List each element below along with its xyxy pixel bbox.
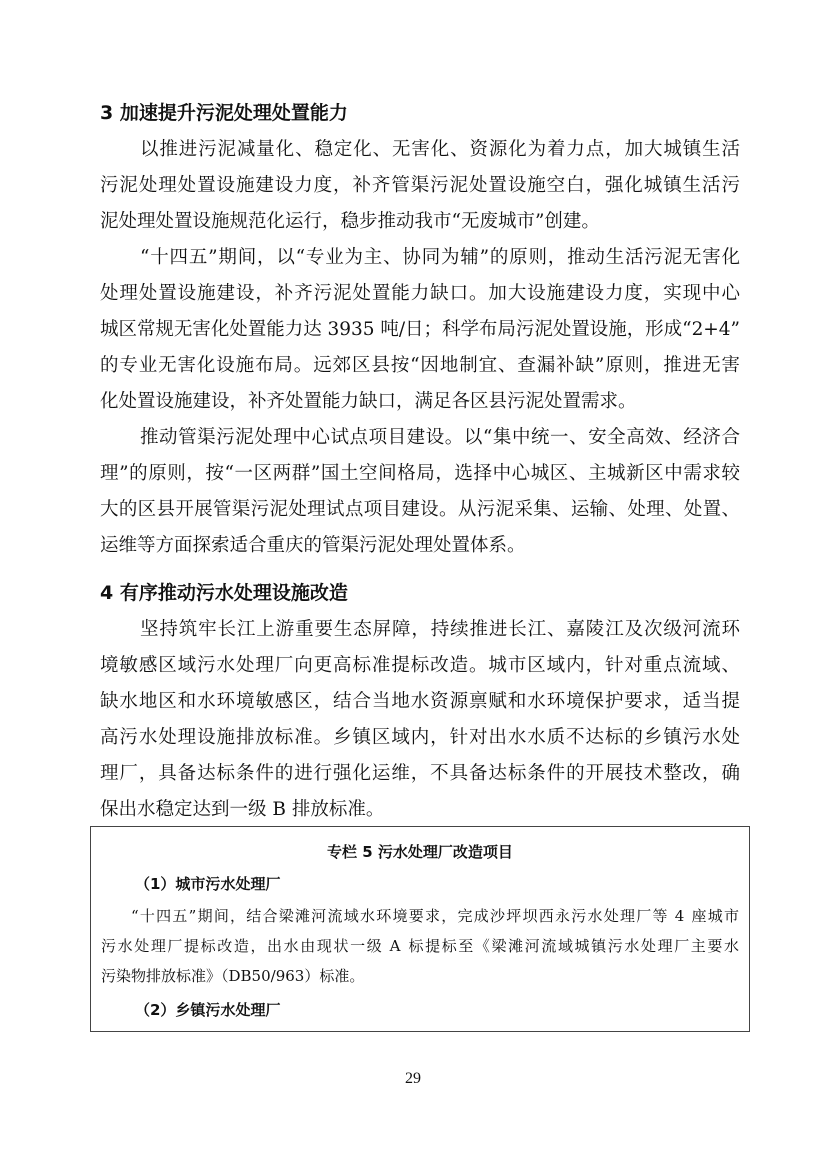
text-line: 以推进污泥减量化、稳定化、无害化、资源化为着力点，加大城镇生活 <box>140 139 741 160</box>
text-line: 泥处理处置设施规范化运行，稳步推动我市“无废城市”创建。 <box>100 211 600 232</box>
text-line: “十四五”期间，以“专业为主、协同为辅”的原则，推动生活污泥无害化 <box>140 247 741 268</box>
section-4-body <box>100 612 740 828</box>
text-line: 化处置设施建设，补齐处置能力缺口，满足各区县污泥处置需求。 <box>100 391 637 412</box>
paragraph <box>100 612 740 828</box>
text-line: 理厂，具备达标条件的进行强化运维，不具备达标条件的开展技术整改，确 <box>100 763 741 784</box>
text-line: 污染物排放标准》（DB50/963）标准。 <box>101 967 365 985</box>
text-line: 大的区县开展管渠污泥处理试点项目建设。从污泥采集、运输、处理、处置、 <box>100 499 741 520</box>
section-3-body <box>100 132 740 564</box>
section-3-heading: 3 加速提升污泥处理处置能力 <box>100 102 348 124</box>
text-line: 的专业无害化设施布局。远郊区县按“因地制宜、查漏补缺”原则，推进无害 <box>100 355 741 376</box>
text-line: 运维等方面探索适合重庆的管渠污泥处理处置体系。 <box>100 535 526 556</box>
text-line: 处理处置设施建设，补齐污泥处置能力缺口。加大设施建设力度，实现中心 <box>100 283 741 304</box>
section-4-heading: 4 有序推动污水处理设施改造 <box>100 582 348 604</box>
text-line: 污水处理厂提标改造，出水由现状一级 A 标提标至《梁滩河流域城镇污水处理厂主要水 <box>101 937 741 955</box>
column-box <box>90 826 750 1032</box>
text-line: 理”的原则，按“一区两群”国土空间格局，选择中心城区、主城新区中需求较 <box>100 463 741 484</box>
text-line: 保出水稳定达到一级 B 排放标准。 <box>100 799 385 820</box>
paragraph <box>100 240 740 420</box>
text-line: 缺水地区和水环境敏感区，结合当地水资源禀赋和水环境保护要求，适当提 <box>100 691 741 712</box>
text-line: 境敏感区域污水处理厂向更高标准提标改造。城市区域内，针对重点流域、 <box>100 655 741 676</box>
box-subheading-2: （2）乡镇污水处理厂 <box>135 1001 281 1019</box>
text-line: 高污水处理设施排放标准。乡镇区域内，针对出水水质不达标的乡镇污水处 <box>100 727 741 748</box>
box-title: 专栏 5 污水处理厂改造项目 <box>327 843 513 861</box>
box-body <box>101 901 739 991</box>
text-line: 推动管渠污泥处理中心试点项目建设。以“集中统一、安全高效、经济合 <box>140 427 741 448</box>
page-number: 29 <box>405 1070 421 1087</box>
text-line: 城区常规无害化处置能力达 3935 吨/日；科学布局污泥处置设施，形成“2+4” <box>100 319 740 340</box>
text-line: 污泥处理处置设施建设力度，补齐管渠污泥处置设施空白，强化城镇生活污 <box>100 175 741 196</box>
paragraph <box>100 132 740 240</box>
paragraph <box>100 420 740 564</box>
box-subheading-1: （1）城市污水处理厂 <box>135 875 281 893</box>
text-line: 坚持筑牢长江上游重要生态屏障，持续推进长江、嘉陵江及次级河流环 <box>140 619 741 640</box>
text-line: “十四五”期间，结合梁滩河流域水环境要求，完成沙坪坝西永污水处理厂等 4 座城市 <box>131 907 741 925</box>
